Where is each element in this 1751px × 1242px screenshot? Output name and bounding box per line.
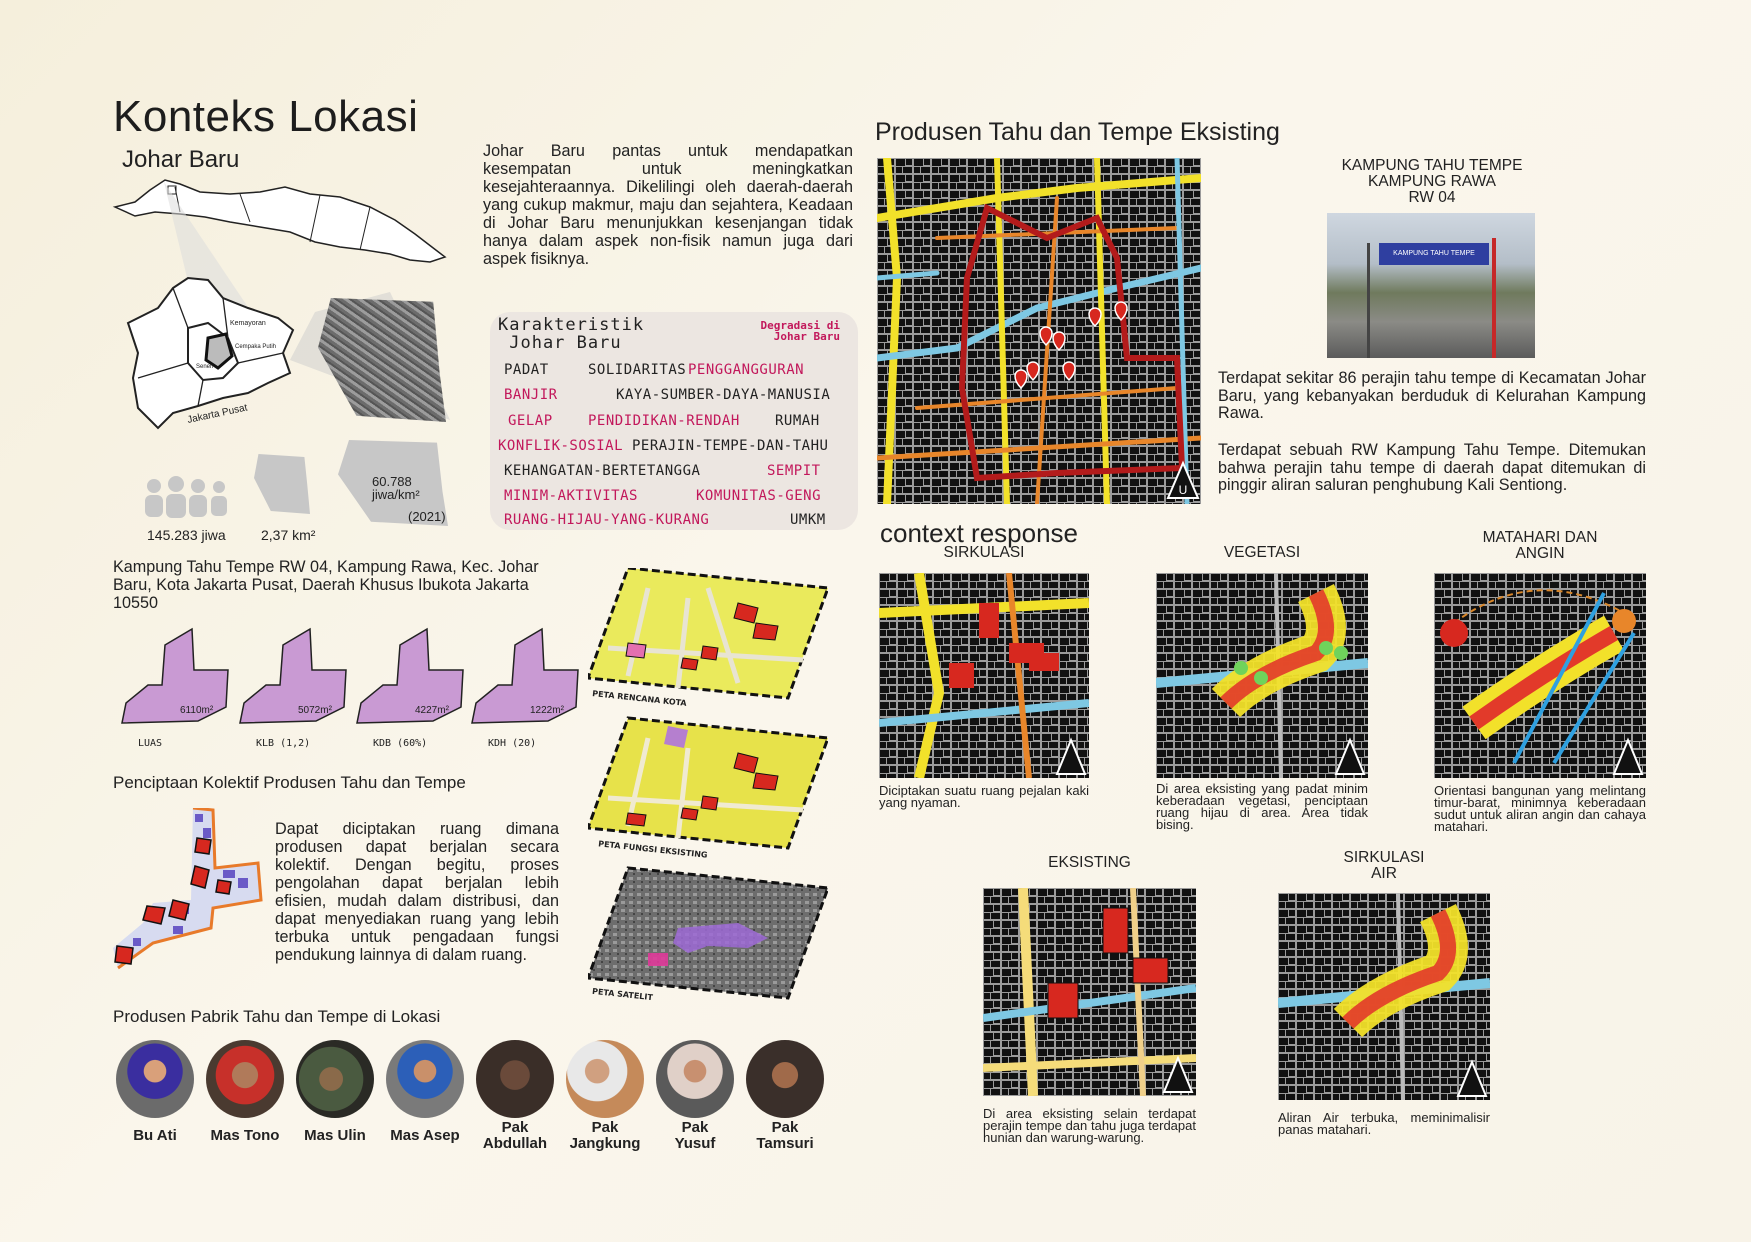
- keyword-rumah: RUMAH: [775, 413, 820, 429]
- context-map-caption: Di area eksisting selain terdapat perajin tempe dan tahu juga terdapat hunian dan warung-warung.: [983, 1106, 1196, 1145]
- keyword-solidaritas: SOLIDARITAS: [588, 362, 687, 378]
- map-label-kemayoran: Kemayoran: [230, 320, 266, 327]
- intro-paragraph: Johar Baru pantas untuk mendapatkan kesempatan untuk meningkatkan kesejahteraannya. Dikelilingi oleh daerah-daerah yang cukup makmur, maju dan sejahtera, Keadaan di Johar Baru menunjukkan kesenjangan tidak hanya dalam aspek non-fisik namun juga dari aspek fisiknya.: [483, 142, 853, 268]
- parcel-1: [238, 625, 348, 749]
- person-photo: [746, 1040, 824, 1118]
- area-shape: [254, 454, 310, 514]
- context-map-sirk: [879, 573, 1089, 783]
- person-name: Mas Ulin: [304, 1127, 366, 1144]
- map-label-senen: Senen: [196, 364, 214, 370]
- parcel-0: [120, 625, 230, 749]
- peta-fungsi-eksisting: [588, 718, 828, 848]
- parcel-label: KDB (60%): [373, 738, 428, 749]
- keyword-umkm: UMKM: [790, 512, 826, 528]
- parcel-label: KLB (1,2): [256, 738, 311, 749]
- kampung-photo: [1327, 213, 1535, 358]
- person-photo: [566, 1040, 644, 1118]
- population-stat: 145.283 jiwa: [147, 527, 226, 543]
- person-photo: [656, 1040, 734, 1118]
- stack-label-fungsi: PETA FUNGSI EKSISTING: [597, 839, 708, 860]
- parcel-value: 4227m²: [415, 705, 449, 716]
- kampung-sign: KAMPUNG TAHU TEMPE: [1379, 243, 1489, 265]
- person-card: [295, 1040, 375, 1144]
- map-label-jakpus: Jakarta Pusat: [186, 402, 249, 426]
- person-photo: [116, 1040, 194, 1118]
- page-subtitle: Johar Baru: [122, 146, 240, 173]
- produsen-heading: Produsen Pabrik Tahu dan Tempe di Lokasi: [113, 1007, 441, 1026]
- person-name: Mas Tono: [210, 1127, 280, 1144]
- person-photo: [386, 1040, 464, 1118]
- north-label: U: [1178, 483, 1188, 497]
- peta-satelit: [588, 868, 828, 998]
- para-perajin: Terdapat sekitar 86 perajin tahu tempe di Kecamatan Johar Baru, yang kebanyakan berduduk di Kelurahan Kampung Rawa.: [1218, 369, 1646, 422]
- keyword-sempit: SEMPIT: [767, 463, 821, 479]
- area-stat: 2,37 km²: [261, 527, 316, 543]
- keyword-perajin-tempe-dan-tahu: PERAJIN-TEMPE-DAN-TAHU: [632, 438, 829, 454]
- kolektif-text: Dapat diciptakan ruang dimana produsen dapat berjalan secara kolektif. Dengan begitu, proses pengolahan dapat berjalan lebih efisien, mudah dalam distribusi, dan dapat menyediakan ruang yang lebih terbuka untuk pengadaan fungsi pendukung lainnya di dalam ruang.: [275, 820, 559, 964]
- density-stat: 60.788 jiwa/km²: [372, 474, 420, 502]
- keyword-minim-aktivitas: MINIM-AKTIVITAS: [504, 488, 638, 504]
- context-map-eks: [983, 888, 1196, 1101]
- keyword-komunitas-geng: KOMUNITAS-GENG: [696, 488, 822, 504]
- context-map-title: MATAHARI DAN ANGIN: [1482, 529, 1598, 562]
- keyword-banjir: BANJIR: [504, 387, 558, 403]
- person-name: Pak Yusuf: [674, 1119, 716, 1152]
- address-text: Kampung Tahu Tempe RW 04, Kampung Rawa, Kec. Johar Baru, Kota Jakarta Pusat, Daerah Khusus Ibukota Jakarta 10550: [113, 558, 539, 612]
- person-name: Pak Abdullah: [482, 1119, 548, 1152]
- keyword-gelap: GELAP: [508, 413, 553, 429]
- keyword-padat: PADAT: [504, 362, 549, 378]
- density-year: (2021): [408, 509, 446, 524]
- parcel-label: LUAS: [138, 738, 163, 749]
- person-name: Mas Asep: [390, 1127, 460, 1144]
- person-photo: [206, 1040, 284, 1118]
- kolektif-heading: Penciptaan Kolektif Produsen Tahu dan Tempe: [113, 773, 466, 792]
- context-map-veg: [1156, 573, 1368, 783]
- population-icon: [140, 474, 232, 522]
- karakteristik-box: [490, 312, 858, 530]
- keyword-penggangguran: PENGGANGGURAN: [688, 362, 805, 378]
- kampung-caption: KAMPUNG TAHU TEMPE KAMPUNG RAWA RW 04: [1341, 157, 1523, 206]
- produsen-eksisting-heading: Produsen Tahu dan Tempe Eksisting: [875, 118, 1280, 146]
- person-card: [565, 1040, 645, 1152]
- person-card: [655, 1040, 735, 1152]
- karakteristik-title: Karakteristik Johar Baru: [498, 315, 645, 353]
- jakarta-pusat-map: [118, 268, 318, 448]
- person-card: [205, 1040, 285, 1144]
- stack-label-rencana: PETA RENCANA KOTA: [591, 689, 688, 708]
- person-card: [385, 1040, 465, 1144]
- kolektif-diagram: [113, 808, 263, 970]
- context-map-air: [1278, 893, 1490, 1105]
- context-map-title: EKSISTING: [1048, 854, 1131, 871]
- parcel-label: KDH (20): [488, 738, 537, 749]
- context-response-heading: context response: [880, 518, 1079, 548]
- degradasi-label: Degradasi di Johar Baru: [760, 319, 840, 343]
- parcel-2: [355, 625, 465, 749]
- para-rw: Terdapat sebuah RW Kampung Tahu Tempe. Ditemukan bahwa perajin tahu tempe di daerah dapat ditemukan di pinggir aliran saluran penghubung Kali Sentiong.: [1218, 441, 1646, 494]
- keyword-konflik-sosial: KONFLIK-SOSIAL: [498, 438, 624, 454]
- context-map-title: SIRKULASI AIR: [1343, 849, 1425, 882]
- parcel-value: 5072m²: [298, 705, 332, 716]
- context-map-title: SIRKULASI: [943, 544, 1025, 561]
- map-label-cempaka: Cempaka Putih: [235, 344, 277, 350]
- keyword-pendidikan-rendah: PENDIDIKAN-RENDAH: [588, 413, 740, 429]
- context-map-caption: Aliran Air terbuka, meminimalisir panas matahari.: [1278, 1110, 1490, 1137]
- person-photo: [296, 1040, 374, 1118]
- page-title: Konteks Lokasi: [113, 92, 419, 141]
- context-map-sun: [1434, 573, 1646, 783]
- parcel-3: [470, 625, 580, 749]
- person-card: [475, 1040, 555, 1152]
- person-card: [115, 1040, 195, 1144]
- context-map-caption: Orientasi bangunan yang melintang timur-barat, minimnya keberadaan sudut untuk aliran angin dan cahaya matahari.: [1434, 783, 1646, 834]
- parcel-value: 6110m²: [180, 705, 214, 716]
- stack-label-satelit: PETA SATELIT: [591, 986, 654, 1003]
- keyword-kaya-sumber-daya-manusia: KAYA-SUMBER-DAYA-MANUSIA: [616, 387, 831, 403]
- main-eksisting-map: [877, 158, 1201, 504]
- keyword-kehangatan-bertetangga: KEHANGATAN-BERTETANGGA: [504, 463, 701, 479]
- context-map-caption: Di area eksisting yang padat minim keberadaan vegetasi, penciptaan ruang hijau di area. Area tidak bising.: [1156, 781, 1368, 832]
- person-name: Bu Ati: [133, 1127, 177, 1144]
- context-map-caption: Diciptakan suatu ruang pejalan kaki yang nyaman.: [879, 783, 1089, 810]
- person-photo: [476, 1040, 554, 1118]
- keyword-ruang-hijau-yang-kurang: RUANG-HIJAU-YANG-KURANG: [504, 512, 710, 528]
- map-stack: [588, 568, 828, 1008]
- person-card: [745, 1040, 825, 1152]
- person-name: Pak Jangkung: [569, 1119, 641, 1152]
- parcel-value: 1222m²: [530, 705, 564, 716]
- person-name: Pak Tamsuri: [756, 1119, 814, 1152]
- context-map-title: VEGETASI: [1223, 544, 1301, 561]
- peta-rencana-kota: [588, 568, 828, 698]
